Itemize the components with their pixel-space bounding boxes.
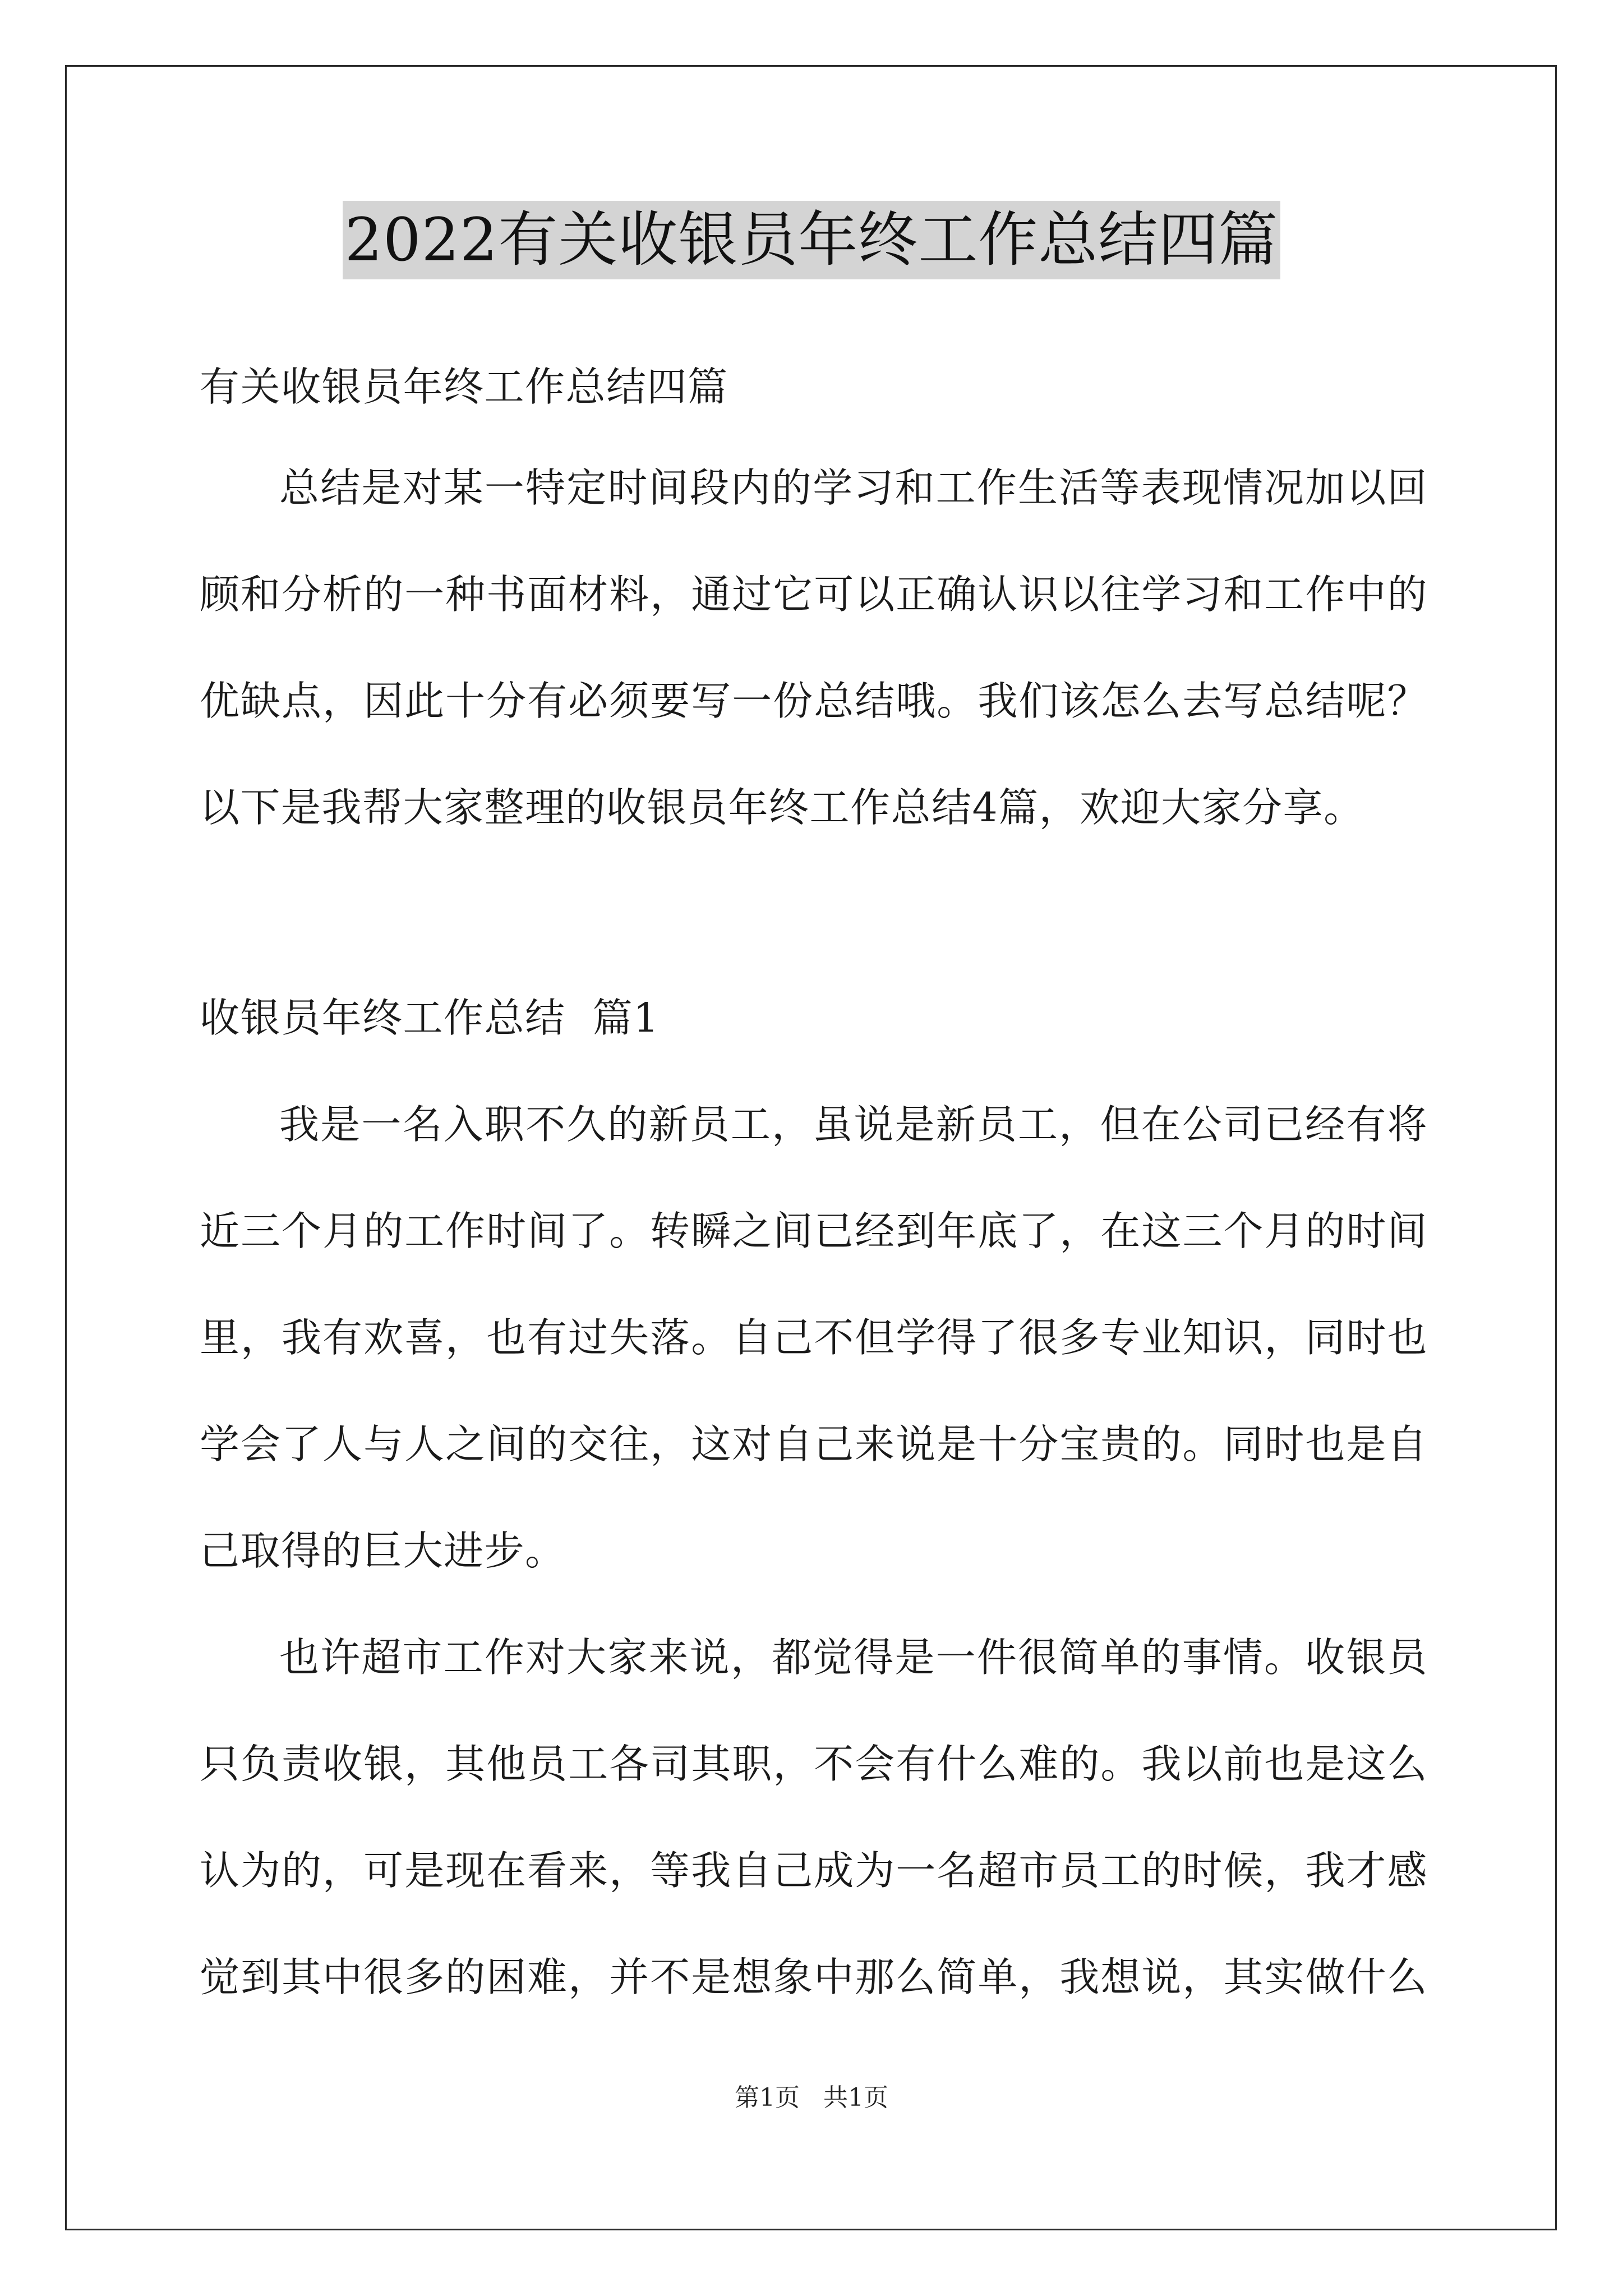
- document-title: 2022有关收银员年终工作总结四篇: [343, 201, 1281, 279]
- paragraph2-line-2: 只负责收银，其他员工各司其职，不会有什么难的。我以前也是这么: [200, 1741, 1428, 1787]
- intro-line-4: 以下是我帮大家整理的收银员年终工作总结4篇，欢迎大家分享。: [200, 784, 1364, 831]
- intro-line-2: 顾和分析的一种书面材料，通过它可以正确认识以往学习和工作中的: [200, 571, 1428, 618]
- paragraph2-line-1: 也许超市工作对大家来说，都觉得是一件很简单的事情。收银员: [279, 1634, 1428, 1681]
- subtitle: 有关收银员年终工作总结四篇: [200, 364, 728, 410]
- intro-line-3: 优缺点，因此十分有必须要写一份总结哦。我们该怎么去写总结呢？: [200, 678, 1428, 724]
- page-footer: 第1页 共1页: [735, 2083, 888, 2112]
- paragraph1-line-2: 近三个月的工作时间了。转瞬之间已经到年底了，在这三个月的时间: [200, 1208, 1428, 1254]
- paragraph1-line-3: 里，我有欢喜，也有过失落。自己不但学得了很多专业知识，同时也: [200, 1314, 1428, 1361]
- section-heading: 收银员年终工作总结 篇1: [200, 995, 660, 1041]
- paragraph1-line-1: 我是一名入职不久的新员工，虽说是新员工，但在公司已经有将: [279, 1101, 1428, 1148]
- paragraph2-line-3: 认为的，可是现在看来，等我自己成为一名超市员工的时候，我才感: [200, 1847, 1428, 1894]
- paragraph2-line-4: 觉到其中很多的困难，并不是想象中那么简单，我想说，其实做什么: [200, 1954, 1428, 2000]
- paragraph1-line-4: 学会了人与人之间的交往，这对自己来说是十分宝贵的。同时也是自: [200, 1421, 1428, 1467]
- title-container: [0, 201, 1623, 279]
- paragraph1-line-5: 己取得的巨大进步。: [200, 1527, 566, 1574]
- intro-line-1: 总结是对某一特定时间段内的学习和工作生活等表现情况加以回: [279, 464, 1428, 511]
